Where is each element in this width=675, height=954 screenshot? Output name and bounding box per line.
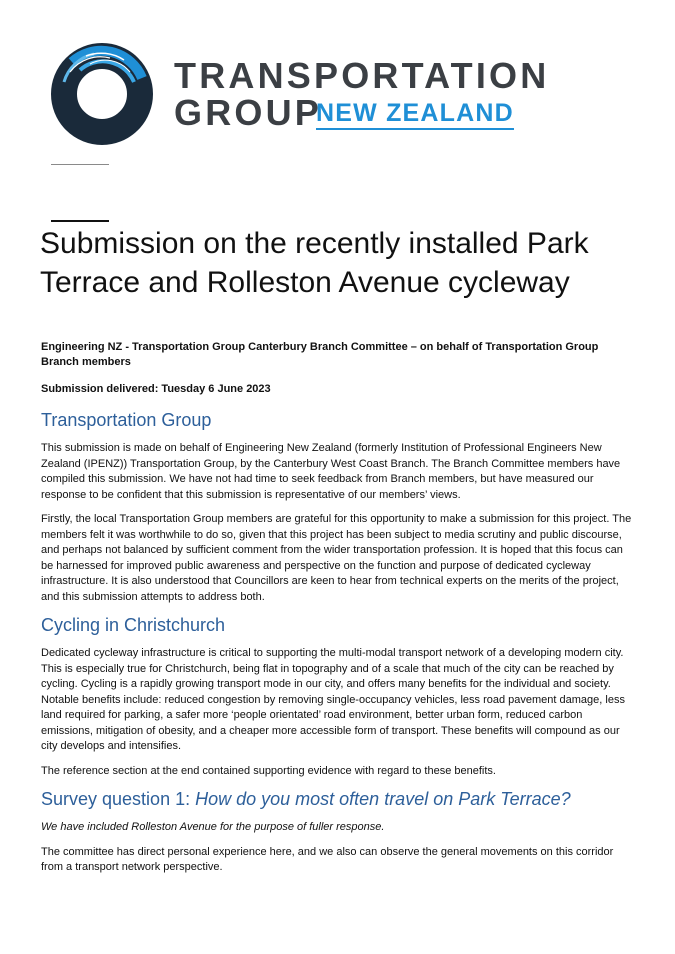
heading-cycling-christchurch: Cycling in Christchurch <box>41 615 226 635</box>
transportation-group-logo <box>50 42 550 150</box>
paragraph-tg-2: Firstly, the local Transportation Group members are grateful for this opportunity to make a submission for this project. The members felt it was worthwhile to do so, given that this project has been subject to media scrutiny and public discourse, and perhaps not balanced by sufficient comment from the wider transportation profession. It is hoped that this focus can be harnessed for improved public awareness and perspective on the function and purpose of dedicated cycleway infrastructure. It is also understood that Councillors are keen to hear from technical experts on the merits of the project, and this submission attempts to address both. <box>41 513 632 603</box>
logo-text-group: GROUP <box>174 92 323 133</box>
paragraph-cycling-1: Dedicated cycleway infrastructure is critical to supporting the multi-modal transport network of a developing modern city. This is especially true for Christchurch, being flat in topography and of a scale that much of the city can be reached by cycling. Cycling is a rapidly growing transport mode in our city, and offers many benefits for the individual and society. Notable benefits include: reduced congestion by removing single-occupancy vehicles, less road pavement damage, less land required for parking, a safer more ‘people orientated’ road environment, better urban form, reduced carbon emissions, mitigation of obesity, and a cheaper more accessible form of transport. These benefits will compound as our city develops and intensifies. <box>41 647 625 752</box>
paragraph-survey-q1: The committee has direct personal experience here, and we also can observe the general movements on this corridor from a transport network perspective. <box>41 845 614 873</box>
page-title: Submission on the recently installed Park Terrace and Rolleston Avenue cycleway <box>40 227 589 299</box>
heading-transportation-group: Transportation Group <box>41 410 212 430</box>
divider-title <box>51 220 109 222</box>
logo-text-new-zealand: NEW ZEALAND <box>316 99 514 130</box>
heading-survey-question-1 <box>41 788 637 810</box>
logo-text-transportation: TRANSPORTATION <box>174 55 550 96</box>
paragraph-cycling-2: The reference section at the end contained supporting evidence with regard to these benefits. <box>41 764 496 777</box>
logo-ring-icon <box>50 42 154 146</box>
divider-short <box>51 164 109 165</box>
submission-date: Submission delivered: Tuesday 6 June 2023 <box>41 383 271 395</box>
committee-line: Engineering NZ - Transportation Group Canterbury Branch Committee – on behalf of Transportation Group Branch members <box>41 341 599 368</box>
paragraph-tg-1: This submission is made on behalf of Engineering New Zealand (formerly Institution of Professional Engineers New Zealand (IPENZ)) Transportation Group, by the Canterbury West Coast Branch. The Branch Committee members have compiled this submission. We have not had time to seek feedback from Branch members, but have measured our response to be confident that this submission is representative of our members’ views. <box>41 442 621 501</box>
survey-q1-prefix: Survey question 1: <box>41 789 196 809</box>
document-body <box>41 340 637 885</box>
survey-q1-question: How do you most often travel on Park Terrace? <box>195 789 571 809</box>
survey-q1-note: We have included Rolleston Avenue for the purpose of fuller response. <box>41 821 385 833</box>
